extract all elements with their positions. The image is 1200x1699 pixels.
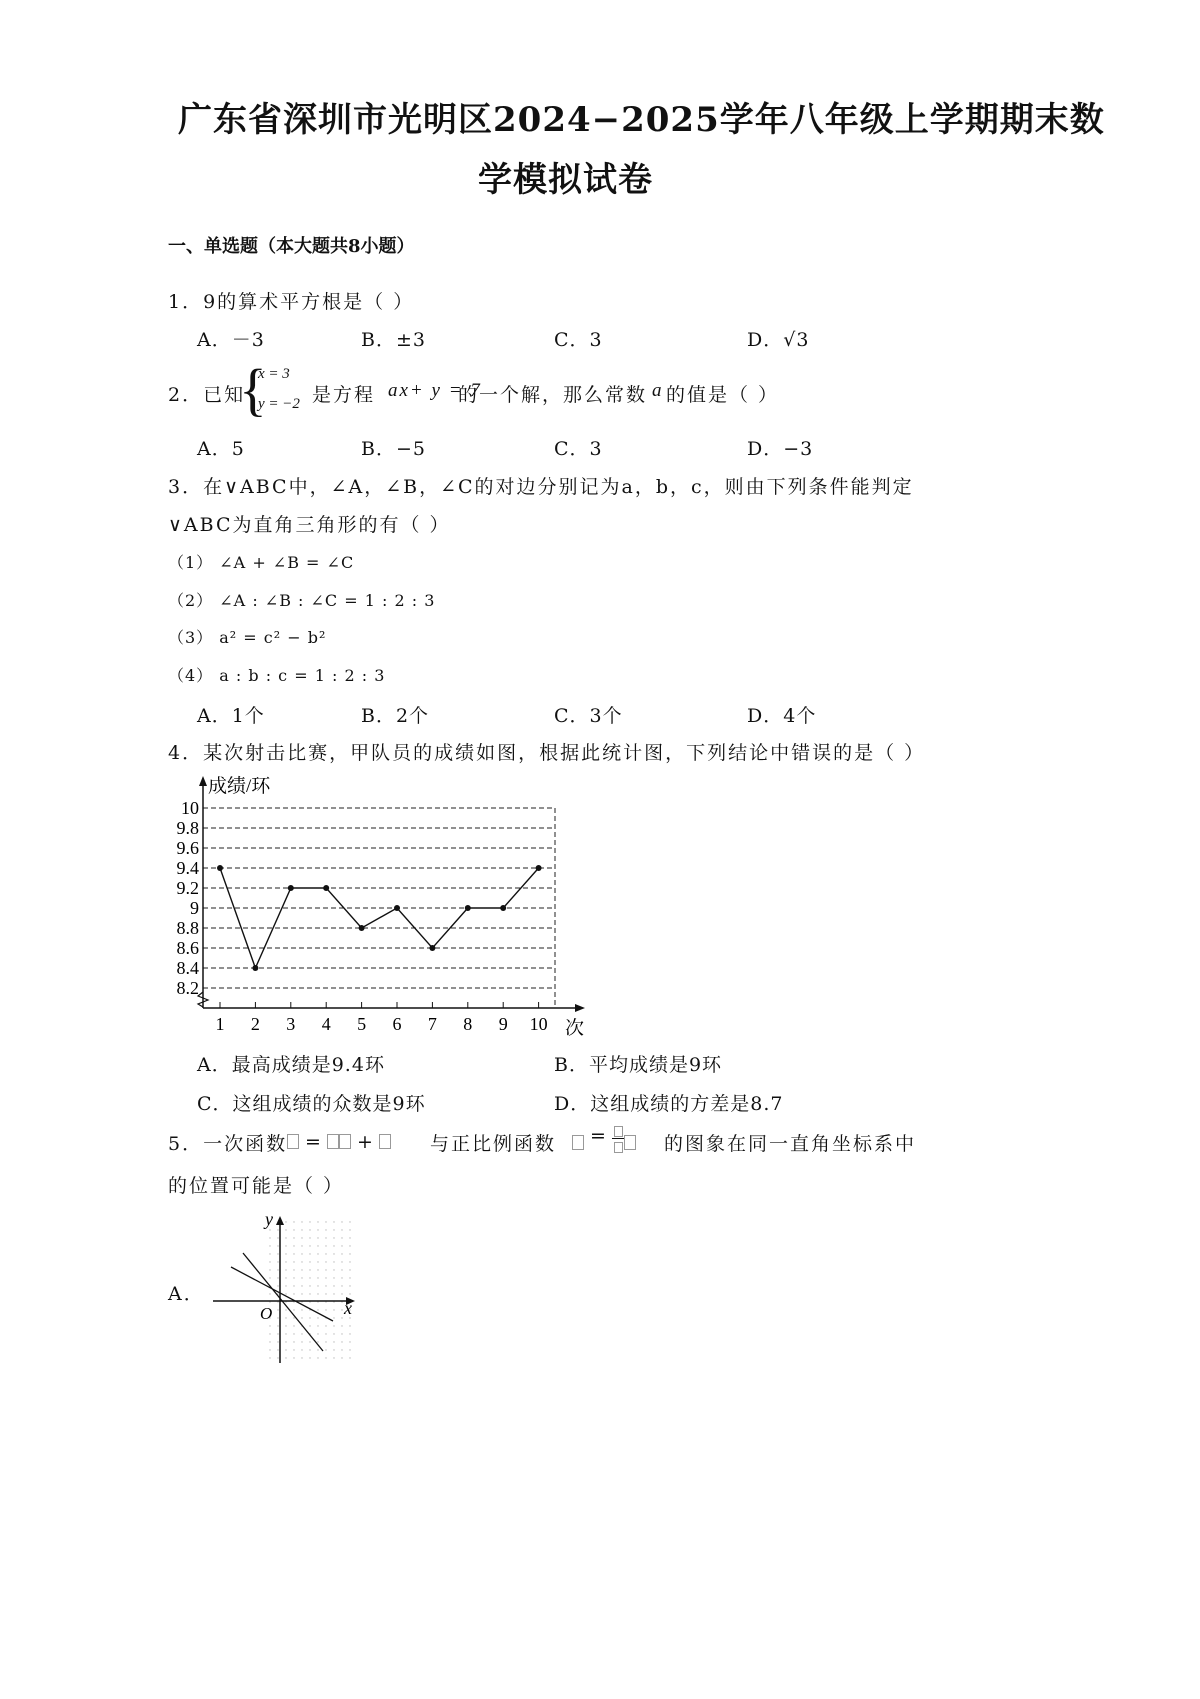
q1-option-c: C．3 — [554, 329, 603, 351]
q2-system-line1: x = 3 — [258, 366, 290, 382]
chart-x-label: 次 — [565, 1018, 585, 1039]
q3-option-a: A．1个 — [197, 705, 265, 727]
y-tick-label: 9.6 — [176, 838, 199, 858]
data-point — [323, 885, 329, 891]
series-line — [220, 868, 539, 968]
q3-stem-line2: ∨ABC为直角三角形的有（ ） — [168, 514, 451, 536]
chart-y-ticks — [177, 798, 200, 998]
y-tick-label: 9.8 — [176, 818, 199, 838]
y-tick-label: 9.2 — [176, 878, 199, 898]
y-tick-label: 10 — [181, 798, 199, 818]
x-tick-label: 7 — [427, 1014, 437, 1034]
q3-condition-4: （4） a : b : c = 1 : 2 : 3 — [168, 666, 386, 685]
q1-option-b: B．±3 — [361, 329, 426, 351]
q2-option-c: C．3 — [554, 438, 603, 460]
graph-x-label: x — [344, 1298, 352, 1318]
q5-line1-part2: 与正比例函数 — [430, 1133, 557, 1155]
data-point — [536, 865, 542, 871]
q3-condition-3: （3） a² = c² − b² — [168, 628, 327, 647]
q5-formula-proportional: = — [572, 1124, 636, 1153]
q5-option-a-label: A． — [168, 1283, 205, 1305]
q2-system-line2: y = −2 — [258, 396, 300, 412]
q3-option-c: C．3个 — [554, 705, 623, 727]
q4-option-c: C．这组成绩的众数是9环 — [197, 1093, 426, 1115]
x-tick-label: 5 — [357, 1014, 367, 1034]
q4-option-a: A．最高成绩是9.4环 — [197, 1054, 385, 1076]
x-tick-label: 1 — [215, 1014, 225, 1034]
x-tick-label: 10 — [529, 1014, 548, 1034]
chart-y-label: 成绩/环 — [208, 776, 271, 797]
graph-dot-grid — [265, 1215, 357, 1363]
q4-stem: 4．某次射击比赛，甲队员的成绩如图，根据此统计图，下列结论中错误的是（ ） — [168, 742, 926, 764]
y-tick-label: 8.6 — [176, 938, 199, 958]
q5-option-a-graph — [205, 1205, 365, 1370]
data-point — [429, 945, 435, 951]
q3-option-d: D．4个 — [747, 705, 817, 727]
y-tick-label: 8.4 — [176, 958, 199, 978]
q2-prefix: 2．已知 — [168, 384, 246, 406]
page-title-line2: 学模拟试卷 — [478, 160, 653, 200]
q4-option-d: D．这组成绩的方差是8.7 — [554, 1093, 784, 1115]
x-tick-label: 8 — [463, 1014, 473, 1034]
q4-line-chart — [160, 768, 620, 1043]
q1-option-a: A．－3 — [197, 329, 265, 351]
chart-axes — [198, 776, 585, 1012]
x-tick-label: 9 — [498, 1014, 508, 1034]
q2-option-b: B．−5 — [361, 438, 426, 460]
chart-series — [217, 865, 542, 971]
data-point — [394, 905, 400, 911]
x-tick-label: 2 — [250, 1014, 260, 1034]
q2-var-a: a — [652, 380, 664, 401]
q3-condition-1: （1） ∠A + ∠B = ∠C — [168, 553, 355, 572]
data-point — [500, 905, 506, 911]
y-tick-label: 9.4 — [176, 858, 199, 878]
q2-tail: 的一个解，那么常数 — [458, 384, 648, 406]
graph-origin-label: O — [260, 1304, 273, 1323]
x-tick-label: 3 — [286, 1014, 296, 1034]
data-point — [465, 905, 471, 911]
q5-line1-part1: 5．一次函数 — [168, 1133, 288, 1155]
data-point — [288, 885, 294, 891]
x-tick-label: 4 — [321, 1014, 331, 1034]
y-tick-label: 9 — [190, 898, 199, 918]
q3-condition-2: （2） ∠A : ∠B : ∠C = 1 : 2 : 3 — [168, 591, 436, 610]
q1-stem: 1．9的算术平方根是（ ） — [168, 291, 415, 313]
page-title-line1: 广东省深圳市光明区2024−2025学年八年级上学期期末数 — [178, 100, 1105, 140]
data-point — [217, 865, 223, 871]
chart-x-ticks — [216, 1002, 548, 1034]
y-tick-label: 8.8 — [176, 918, 199, 938]
y-tick-label: 8.2 — [176, 978, 199, 998]
q2-equation: ax+ y = 7 — [388, 380, 482, 401]
graph-y-label: y — [265, 1209, 273, 1229]
y-axis-arrow — [199, 776, 207, 786]
section-heading: 一、单选题（本大题共8小题） — [168, 236, 415, 257]
q4-option-b: B．平均成绩是9环 — [554, 1054, 723, 1076]
q2-brace: { — [239, 357, 267, 422]
x-axis-arrow — [575, 1004, 585, 1012]
q3-option-b: B．2个 — [361, 705, 430, 727]
q5-line1-part3: 的图象在同一直角坐标系中 — [664, 1133, 917, 1155]
data-point — [359, 925, 365, 931]
q2-option-d: D．−3 — [747, 438, 814, 460]
q5-formula-linear: = + — [287, 1131, 391, 1153]
q3-stem-line1: 3．在∨ABC中，∠A，∠B，∠C的对边分别记为a，b，c，则由下列条件能判定 — [168, 476, 914, 498]
q5-line2: 的位置可能是（ ） — [168, 1175, 345, 1197]
q2-end: 的值是（ ） — [666, 384, 780, 406]
x-tick-label: 6 — [392, 1014, 402, 1034]
q2-option-a: A．5 — [197, 438, 245, 460]
q2-mid: 是方程 — [312, 384, 376, 406]
q1-option-d: D．√3 — [747, 329, 810, 351]
data-point — [252, 965, 258, 971]
